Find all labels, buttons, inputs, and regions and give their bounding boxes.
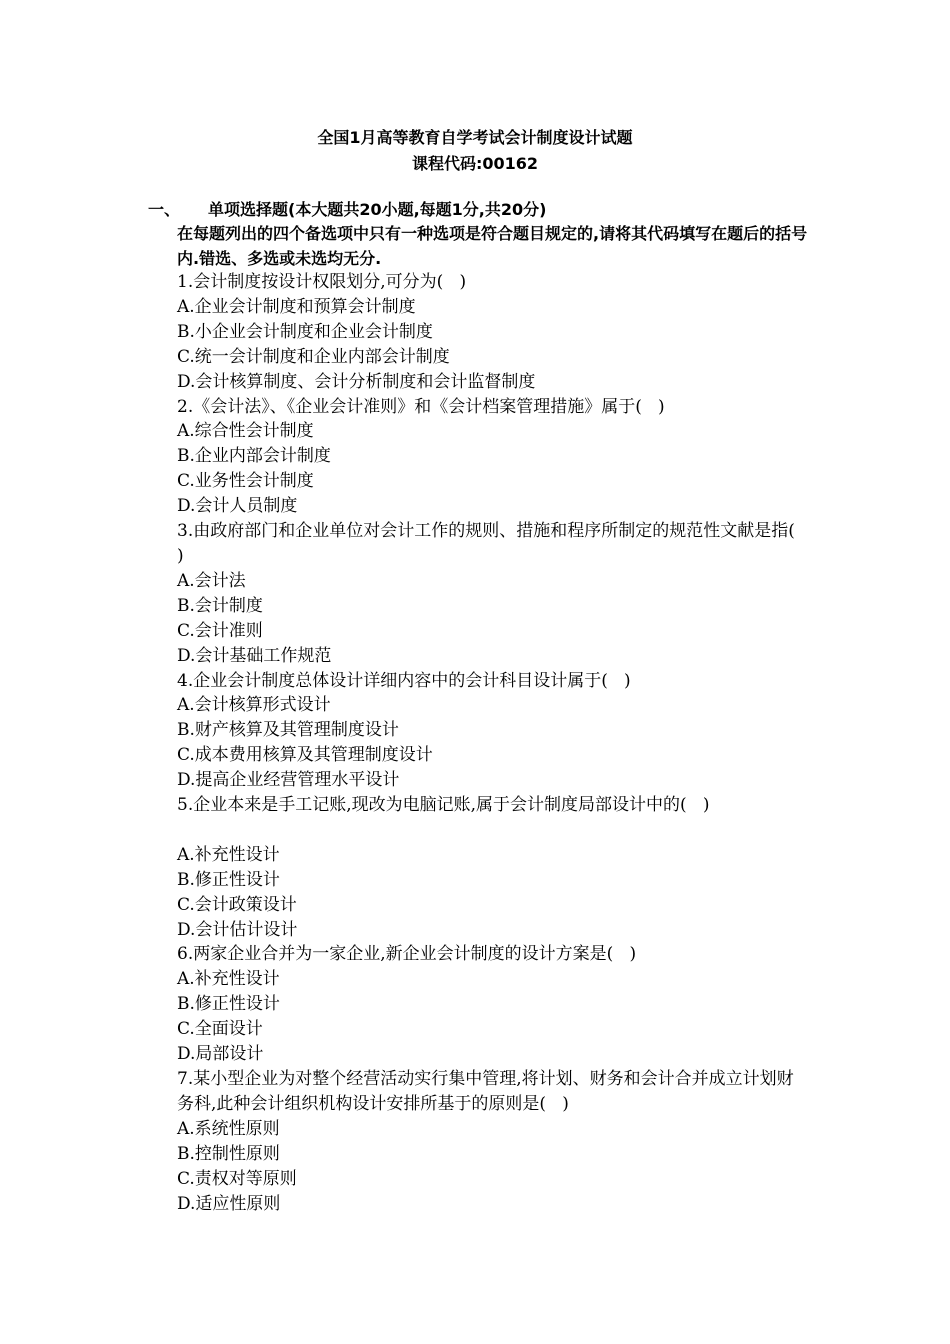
option-d: D.会计估计设计 [177, 919, 298, 940]
option-d: D.会计核算制度、会计分析制度和会计监督制度 [177, 371, 536, 392]
question-stem: 4.企业会计制度总体设计详细内容中的会计科目设计属于( ) [177, 670, 631, 691]
option-d: D.提高企业经营管理水平设计 [177, 770, 400, 791]
option-b: B.修正性设计 [177, 994, 280, 1015]
option-c: C.成本费用核算及其管理制度设计 [177, 745, 433, 766]
question-stem: 2.《会计法》、《企业会计准则》和《会计档案管理措施》属于( ) [177, 396, 665, 417]
option-d: D.会计基础工作规范 [177, 645, 332, 666]
question-3 [177, 519, 812, 668]
question-list [177, 270, 812, 1216]
section-heading [148, 198, 546, 222]
option-b: B.修正性设计 [177, 869, 280, 890]
blank-line [177, 818, 807, 843]
question-stem: 5.企业本来是手工记账,现改为电脑记账,属于会计制度局部设计中的( ) [177, 795, 710, 816]
option-b: B.企业内部会计制度 [177, 446, 331, 467]
question-stem: 1.会计制度按设计权限划分,可分为( ) [177, 272, 467, 292]
option-b: B.财产核算及其管理制度设计 [177, 720, 399, 741]
document-header [0, 125, 950, 177]
section-instructions: 在每题列出的四个备选项中只有一种选项是符合题目规定的,请将其代码填写在题后的括号内.错选、多选或未选均无分. [177, 224, 808, 268]
option-d: D.会计人员制度 [177, 496, 298, 517]
option-a: A.系统性原则 [177, 1118, 280, 1139]
question-6 [177, 942, 807, 1067]
option-d: D.适应性原则 [177, 1193, 281, 1214]
question-stem: 3.由政府部门和企业单位对会计工作的规则、措施和程序所制定的规范性文献是指( ) [177, 521, 812, 566]
question-stem: 6.两家企业合并为一家企业,新企业会计制度的设计方案是( ) [177, 944, 637, 965]
option-d: D.局部设计 [177, 1044, 264, 1065]
option-c: C.业务性会计制度 [177, 471, 314, 492]
course-code: 课程代码:00162 [411, 154, 539, 173]
option-c: C.统一会计制度和企业内部会计制度 [177, 346, 450, 367]
section-number: 一、 [148, 200, 181, 219]
option-c: C.责权对等原则 [177, 1168, 297, 1189]
option-b: B.控制性原则 [177, 1143, 280, 1164]
option-a: A.补充性设计 [177, 969, 280, 990]
option-a: A.会计核算形式设计 [177, 695, 331, 716]
option-c: C.全面设计 [177, 1019, 263, 1040]
option-a: A.综合性会计制度 [177, 421, 314, 442]
question-1 [177, 270, 807, 395]
question-5 [177, 793, 807, 942]
document-title: 全国1月高等教育自学考试会计制度设计试题 [317, 128, 633, 147]
option-a: A.企业会计制度和预算会计制度 [177, 296, 416, 317]
option-a: A.会计法 [177, 570, 246, 591]
section-title: 单项选择题(本大题共20小题,每题1分,共20分) [208, 200, 547, 219]
question-2 [177, 395, 807, 520]
question-4 [177, 669, 807, 794]
option-c: C.会计政策设计 [177, 894, 297, 915]
question-7 [177, 1067, 807, 1216]
option-a: A.补充性设计 [177, 844, 280, 865]
option-c: C.会计准则 [177, 620, 263, 641]
question-stem: 7.某小型企业为对整个经营活动实行集中管理,将计划、财务和会计合并成立计划财务科,此种会计组织机构设计安排所基于的原则是( ) [177, 1068, 794, 1114]
option-b: B.会计制度 [177, 595, 263, 616]
option-b: B.小企业会计制度和企业会计制度 [177, 321, 433, 342]
